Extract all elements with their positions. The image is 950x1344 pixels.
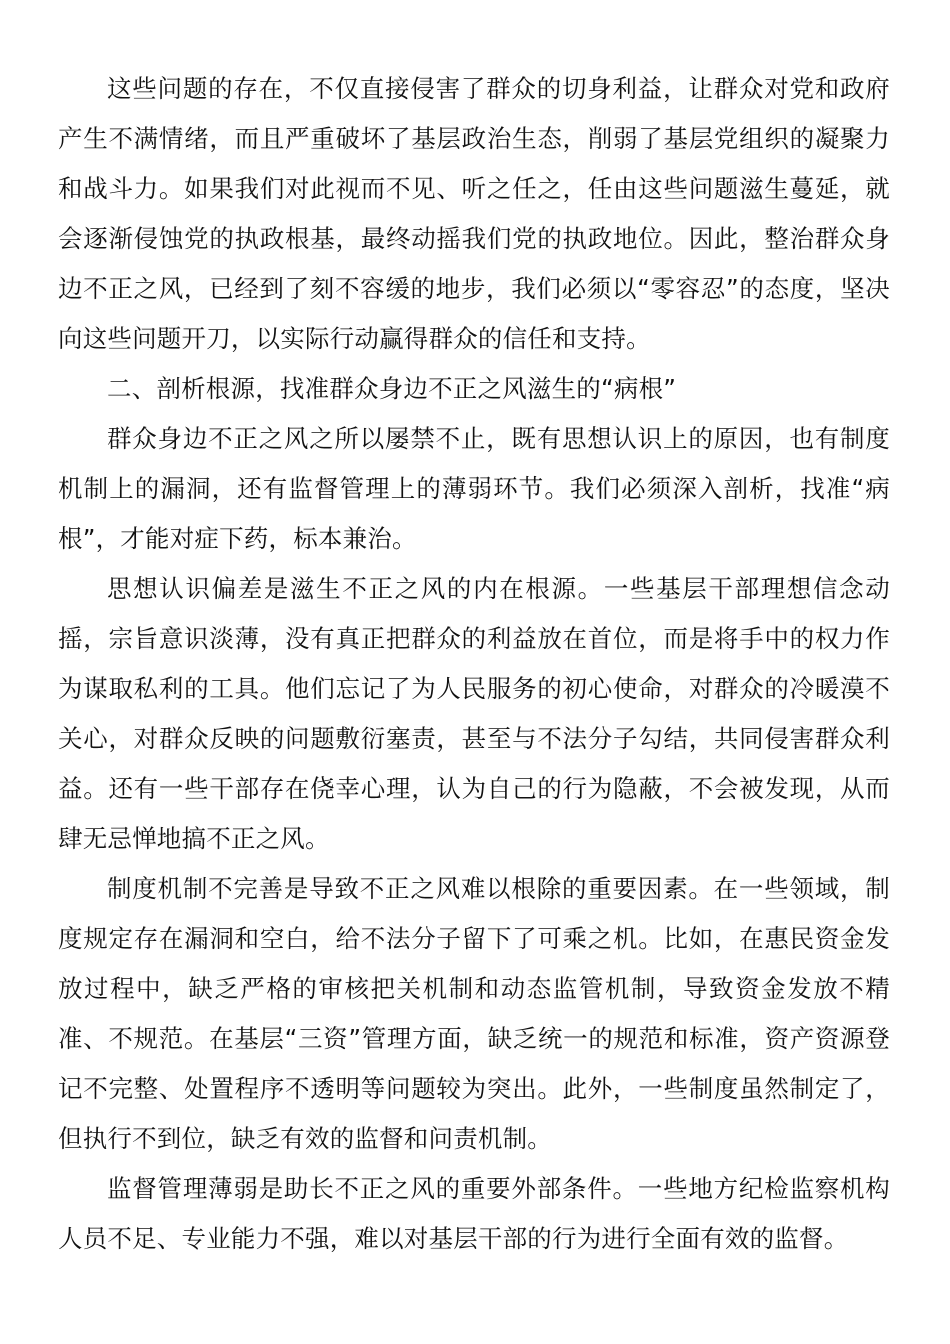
paragraph-weak-supervision: 监督管理薄弱是助长不正之风的重要外部条件。一些地方纪检监察机构人员不足、专业能力不强，难以对基层干部的行为进行全面有效的监督。 [58, 1174, 890, 1253]
paragraph-institutional-gaps: 制度机制不完善是导致不正之风难以根除的重要因素。在一些领域，制度规定存在漏洞和空白，给不法分子留下了可乘之机。比如，在惠民资金发放过程中，缺乏严格的审核把关机制和动态监管机制，导致资金发放不精准、不规范。在基层“三资”管理方面，缺乏统一的规范和标准，资产资源登记不完整、处置程序不透明等问题较为突出。此外，一些制度虽然制定了，但执行不到位，缺乏有效的监督和问责机制。 [58, 874, 890, 1153]
section-heading-2: 二、剖析根源，找准群众身边不正之风滋生的“病根” [107, 374, 677, 403]
paragraph-root-causes-intro: 群众身边不正之风之所以屡禁不止，既有思想认识上的原因，也有制度机制上的漏洞，还有监督管理上的薄弱环节。我们必须深入剖析，找准“病根”，才能对症下药，标本兼治。 [58, 424, 890, 553]
paragraph-ideological-deviation: 思想认识偏差是滋生不正之风的内在根源。一些基层干部理想信念动摇，宗旨意识淡薄，没有真正把群众的利益放在首位，而是将手中的权力作为谋取私利的工具。他们忘记了为人民服务的初心使命，对群众的冷暖漠不关心，对群众反映的问题敷衍塞责，甚至与不法分子勾结，共同侵害群众利益。还有一些干部存在侥幸心理，认为自己的行为隐蔽，不会被发现，从而肆无忌惮地搞不正之风。 [58, 574, 890, 853]
document-body [58, 64, 890, 1264]
paragraph-consequences: 这些问题的存在，不仅直接侵害了群众的切身利益，让群众对党和政府产生不满情绪，而且严重破坏了基层政治生态，削弱了基层党组织的凝聚力和战斗力。如果我们对此视而不见、听之任之，任由这些问题滋生蔓延，就会逐渐侵蚀党的执政根基，最终动摇我们党的执政地位。因此，整治群众身边不正之风，已经到了刻不容缓的地步，我们必须以“零容忍”的态度，坚决向这些问题开刀，以实际行动赢得群众的信任和支持。 [58, 74, 890, 353]
